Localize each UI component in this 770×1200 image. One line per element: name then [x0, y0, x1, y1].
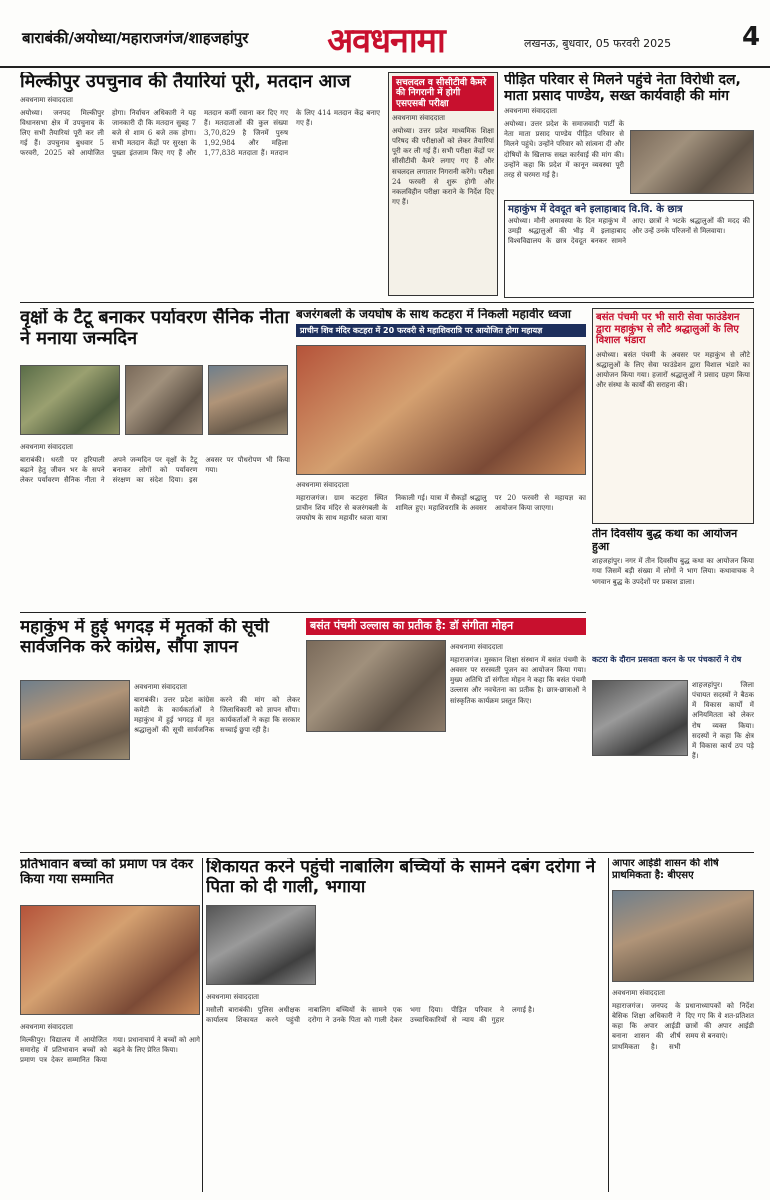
byline: अवधनामा संवाददाता	[20, 1023, 73, 1031]
body-text: शाहजहांपुर। जिला पंचायत सदस्यों ने बैठक में विकास कार्यों में अनियमितता को लेकर रोष व्यक्त किया। सदस्यों ने कहा कि क्षेत्र में विकास कार्य ठप पड़े हैं।	[692, 681, 754, 760]
headline: महाकुंभ में हुई भगदड़ में मृतकों की सूची सार्वजनिक करे कांग्रेस, सौंपा ज्ञापन	[20, 618, 269, 657]
headline: शिकायत करने पहुंची नाबालिग बच्चियों के सामने दबंग दरोगा ने पिता को दी गाली, भगाया	[206, 858, 596, 897]
byline: अवधनामा संवाददाता	[612, 989, 665, 997]
body-text: मिल्कीपुर। विद्यालय में आयोजित समारोह में प्रतिभावान बच्चों को प्रमाण पत्र देकर सम्मानित किया गया। प्रधानाचार्य ने बच्चों को आगे बढ़ने के लिए प्रेरित किया।	[20, 1036, 200, 1065]
story-buddha-katha	[592, 528, 754, 652]
page-number: 4	[742, 22, 761, 52]
logo-text: अवधनामा	[327, 21, 445, 61]
story-katra-rosh	[592, 655, 754, 675]
byline: अवधनामा संवाददाता	[20, 95, 73, 104]
headline: बसंत पंचमी उल्लास का प्रतीक है: डॉ संगीता मोहन	[306, 618, 586, 635]
column-rule	[202, 858, 203, 1192]
subhead: प्राचीन शिव मंदिर कटहरा में 20 फरवरी से महाशिवरात्रि पर आयोजित होगा महायज्ञ	[296, 324, 586, 337]
story-apar-body	[612, 986, 754, 1192]
byline: अवधनामा संवाददाता	[450, 643, 503, 651]
photo-certificate-ceremony	[20, 905, 200, 1015]
body-text: अयोध्या। उत्तर प्रदेश के समाजवादी पार्टी के नेता माता प्रसाद पाण्डेय पीड़ित परिवार से मिलने पहुंचे। उन्होंने परिवार को सांत्वना दी और दोषियों के खिलाफ सख्त कार्रवाई की मांग की। उन्होंने कहा कि प्रदेश में कानून व्यवस्था पूरी तरह से चरमरा गई है।	[504, 120, 624, 179]
headline: पीड़ित परिवार से मिलने पहुंचे नेता विरोधी दल, माता प्रसाद पाण्डेय, सख्त कार्यवाही की मांग	[504, 72, 741, 105]
photo-pidit-visit	[630, 130, 754, 194]
headline: मिल्कीपुर उपचुनाव की तैयारियां पूरी, मतदान आज	[20, 72, 351, 92]
story-mahakumbh-body	[134, 680, 300, 848]
divider	[20, 302, 754, 303]
photo-bsa-meeting	[612, 890, 754, 982]
headline: वृक्षों के टैटू बनाकर पर्यावरण सैनिक नीता ने मनाया जन्मदिन	[20, 308, 290, 349]
headline: कटरा के दौरान प्रसवता करन के पर पंचकारों ने रोष	[592, 655, 742, 664]
headline: प्रतिभावान बच्चों को प्रमाण पत्र देकर किया गया सम्मानित	[20, 858, 194, 887]
headline: महाकुंभ में देवदूत बने इलाहाबाद वि.वि. के छात्र	[508, 204, 683, 215]
byline: अवधनामा संवाददाता	[504, 107, 557, 116]
story-devdoot	[504, 200, 754, 298]
body-text: अयोध्या। मौनी अमावस्या के दिन महाकुंभ में उमड़ी श्रद्धालुओं की भीड़ में इलाहाबाद विश्वविद्यालय के छात्र देवदूत बनकर सामने आए। छात्रों ने भटके श्रद्धालुओं की मदद की और उन्हें उनके परिजनों से मिलवाया।	[508, 216, 750, 245]
column-rule	[608, 858, 609, 1192]
photo-dhwaja-yatra	[296, 345, 586, 475]
photo-trees-plant	[208, 365, 288, 435]
story-shikayat-body	[206, 990, 606, 1192]
headline: बजरंगबली के जयघोष के साथ कटहरा में निकली महावीर ध्वजा	[296, 308, 572, 321]
body-text: महाराजगंज। मुस्कान शिक्षा संस्थान में बसंत पंचमी के अवसर पर सरस्वती पूजन का आयोजन किया गया। मुख्य अतिथि डॉ संगीता मोहन ने कहा कि बसंत पंचमी उल्लास और नवचेतना का प्रतीक है। छात्र-छात्राओं ने सांस्कृतिक कार्यक्रम प्रस्तुत किए।	[450, 656, 586, 705]
photo-saraswati-puja	[306, 640, 446, 732]
photo-trees-group	[125, 365, 203, 435]
photo-girls-complaint	[206, 905, 316, 985]
body-text: बाराबंकी। धरती पर हरियाली बढ़ाने हेतु जीवन भर के सपने लेकर पर्यावरण सैनिक नीता ने अपने जन्मदिन पर वृक्षों के टैटू बनाकर लोगों को पर्यावरण संरक्षण का संदेश दिया। इस अवसर पर पौधरोपण भी किया गया।	[20, 456, 290, 485]
story-vasant-bhandara	[592, 308, 754, 524]
story-katra-body	[692, 680, 754, 845]
byline: अवधनामा संवाददाता	[296, 481, 349, 489]
divider	[20, 852, 754, 853]
headline: तीन दिवसीय बुद्ध कथा का आयोजन हुआ	[592, 528, 738, 553]
body-text: शाहजहांपुर। नगर में तीन दिवसीय बुद्ध कथा का आयोजन किया गया जिसमें बड़ी संख्या में लोगों ने भाग लिया। कथावाचक ने भगवान बुद्ध के उपदेशों पर प्रकाश डाला।	[592, 557, 754, 586]
body-text: महाराजगंज। ग्राम कटहरा स्थित प्राचीन शिव मंदिर से बजरंगबली के जयघोष के साथ महावीर ध्वजा यात्रा निकाली गई। यात्रा में सैकड़ों श्रद्धालु शामिल हुए। महाशिवरात्रि के अवसर पर 20 फरवरी से महायज्ञ का आयोजन किया जाएगा।	[296, 494, 586, 523]
headline: बसंत पंचमी पर भी सारी सेवा फाउंडेशन द्वारा महाकुंभ से लौटे श्रद्धालुओं के लिए विशाल भंडारा	[596, 312, 740, 346]
story-milkipur	[20, 72, 380, 300]
body-text: अयोध्या। बसंत पंचमी के अवसर पर महाकुंभ से लौटे श्रद्धालुओं के लिए सेवा फाउंडेशन द्वारा विशाल भंडारे का आयोजन किया गया। हजारों श्रद्धालुओं ने प्रसाद ग्रहण किया और संस्था के कार्यों की सराहना की।	[596, 350, 750, 389]
newspaper-logo	[306, 16, 466, 62]
story-sidebar-exam	[388, 72, 498, 296]
story-trees-body	[20, 440, 290, 608]
dateline: लखनऊ, बुधवार, 05 फरवरी 2025	[524, 37, 672, 50]
body-text: महाराजगंज। जनपद के बेसिक शिक्षा अधिकारी ने कहा कि अपार आईडी बनाना शासन की शीर्ष प्राथमिकता है। सभी प्रधानाध्यापकों को निर्देश दिए गए कि वे शत-प्रतिशत छात्रों की अपार आईडी समय से बनवाएं।	[612, 1002, 754, 1051]
divider	[20, 612, 586, 613]
story-basant-body	[450, 640, 586, 848]
body-text: अयोध्या। जनपद मिल्कीपुर विधानसभा क्षेत्र में उपचुनाव के लिए सभी तैयारियां पूरी कर ली गई हैं। उपचुनाव बुधवार 5 फरवरी, 2025 को आयोजित होगा। निर्वाचन अधिकारी ने यह जानकारी दी कि मतदान सुबह 7 बजे से शाम 6 बजे तक होगा। सभी मतदान केंद्रों पर सुरक्षा के पुख्ता इंतजाम किए गए हैं और मतदान कर्मी रवाना कर दिए गए हैं। मतदाताओं की कुल संख्या 3,70,829 है जिनमें पुरुष 1,92,984 और महिला 1,77,838 मतदाता हैं। मतदान के लिए 414 मतदान केंद्र बनाए गए हैं।	[20, 108, 380, 158]
story-bhandara-body	[296, 478, 586, 608]
photo-trees-event	[20, 365, 120, 435]
edition-label: बाराबंकी/अयोध्या/महाराजगंज/शाहजहांपुर	[22, 29, 249, 47]
headline: आपार आईडी शासन की शीर्ष प्राथमिकता है: बीएसए	[612, 858, 719, 881]
masthead	[0, 0, 770, 68]
byline: अवधनामा संवाददाता	[20, 443, 73, 451]
photo-congress-memo	[20, 680, 130, 760]
headline: सचलदल व सीसीटीवी कैमरे की निगरानी में होगी एसएसबी परीक्षा	[392, 76, 494, 111]
body-text: मसौली बाराबंकी। पुलिस अधीक्षक कार्यालय शिकायत करने पहुंची नाबालिग बच्चियों के सामने एक दरोगा ने उनके पिता को गाली देकर भगा दिया। पीड़ित परिवार ने उच्चाधिकारियों से न्याय की गुहार लगाई है।	[206, 1006, 535, 1025]
byline: अवधनामा संवाददाता	[134, 683, 187, 691]
byline: अवधनामा संवाददाता	[206, 993, 259, 1001]
story-pratibhavan-body	[20, 1020, 200, 1192]
body-text: अयोध्या। उत्तर प्रदेश माध्यमिक शिक्षा परिषद की परीक्षाओं को लेकर तैयारियां पूरी कर ली गई हैं। सभी परीक्षा केंद्रों पर सीसीटीवी कैमरे लगाए गए हैं और सचलदल लगातार निगरानी करेंगे। परीक्षा 24 फरवरी से शुरू होगी और नकलविहीन परीक्षा कराने के निर्देश दिए गए हैं।	[392, 127, 494, 207]
body-text: बाराबंकी। उत्तर प्रदेश कांग्रेस कमेटी के कार्यकर्ताओं ने महाकुंभ में हुई भगदड़ में मृत श्रद्धालुओं की सूची सार्वजनिक करने की मांग को लेकर जिलाधिकारी को ज्ञापन सौंपा। कार्यकर्ताओं ने कहा कि सरकार सच्चाई छुपा रही है।	[134, 696, 300, 735]
photo-panchayat-meeting	[592, 680, 688, 756]
byline: अवधनामा संवाददाता	[392, 114, 445, 123]
